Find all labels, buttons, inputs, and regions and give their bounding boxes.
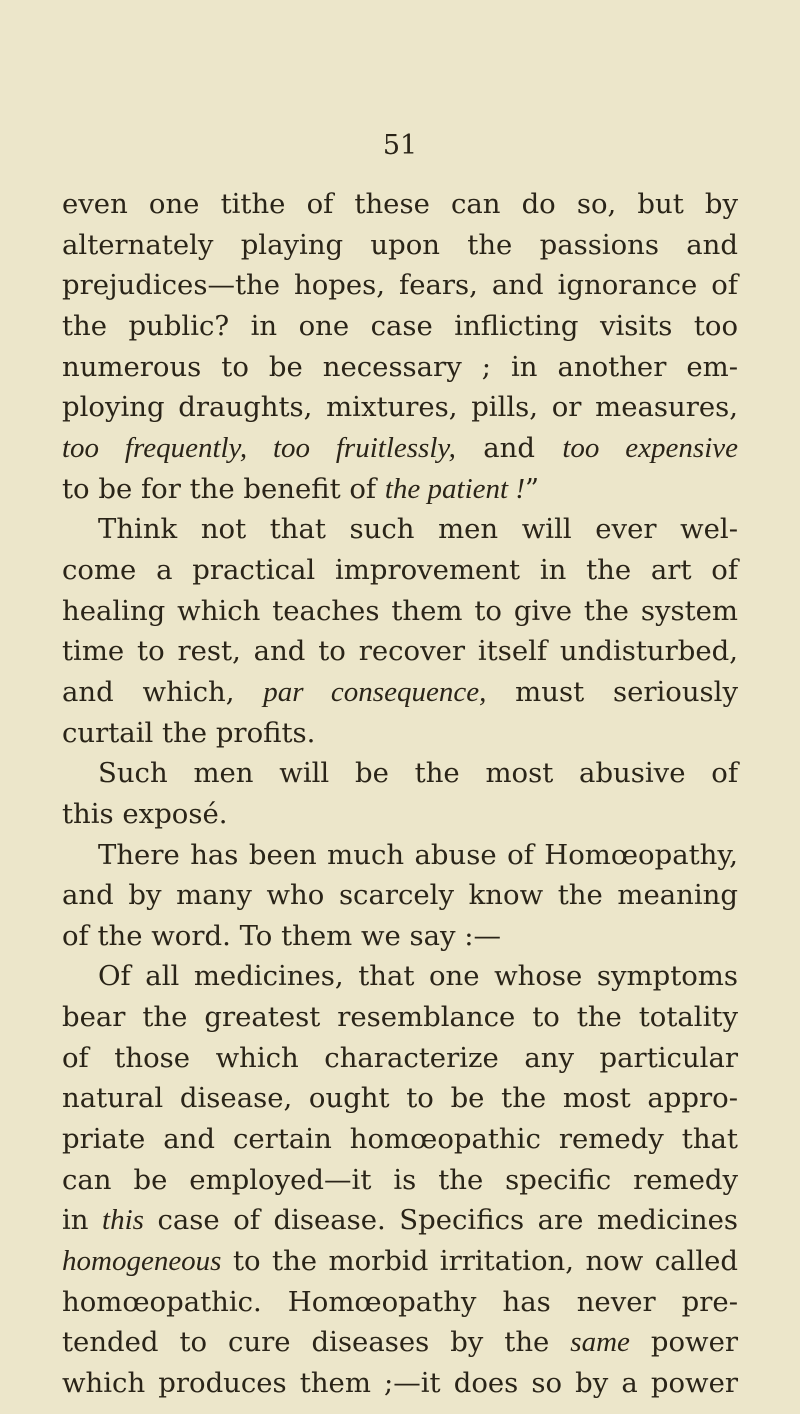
text-segment: can be employed—it is the specific remedy [62,1163,738,1196]
text-segment: and which, [62,675,264,708]
text-line [62,184,738,225]
text-segment: homœopathic. Homœopathy has never pre- [62,1285,738,1318]
text-segment: ” [524,472,540,505]
text-line [62,631,738,672]
italic-text: homogeneous [62,1245,222,1278]
text-segment: to be for the benefit of [62,472,385,505]
text-segment: of the word. To them we say :— [62,919,502,952]
text-line [62,1200,738,1241]
text-segment: Think not that such men will ever wel- [98,513,738,546]
text-line [62,1160,738,1201]
text-line [62,265,738,306]
text-segment: healing which teaches them to give the system [62,594,738,627]
text-line [62,1119,738,1160]
text-line [62,713,738,754]
text-segment: Of all medicines, that one whose symptoms [98,960,738,993]
text-line [62,509,738,550]
text-segment: priate and certain homœopathic remedy that [62,1123,738,1156]
text-line [62,1363,738,1404]
page-number: 51 [382,130,418,161]
text-segment: prejudices—the hopes, fears, and ignorance of [62,269,738,302]
italic-text: this [102,1204,144,1237]
text-segment: alternately playing upon the passions and [62,228,738,261]
text-segment: natural disease, ought to be the most appro- [62,1082,738,1115]
text-segment: in [62,1204,103,1237]
text-segment: case of disease. Specifics are medicines [143,1204,739,1237]
text-segment: tended to cure diseases by the [62,1326,571,1359]
text-segment: Such men will be the most abusive of [98,757,738,790]
text-segment: ploying draughts, mixtures, pills, or measures, [62,391,738,424]
text-segment: time to rest, and to recover itself undisturbed, [62,635,738,668]
text-line [62,1282,738,1323]
text-line [62,672,738,713]
text-segment: power [629,1326,738,1359]
text-segment: to the morbid irritation, now called [221,1245,738,1278]
text-line [62,428,738,469]
text-segment: bear the greatest resemblance to the totality [62,1001,738,1034]
text-line [62,956,738,997]
text-segment: must seriously [486,675,738,708]
text-segment: and by many who scarcely know the meaning [62,879,738,912]
text-line [62,1078,738,1119]
text-segment: of those which characterize any particular [62,1041,738,1074]
italic-text: the patient ! [384,472,525,505]
text-line [62,753,738,794]
text-line [62,794,738,835]
text-segment: come a practical improvement in the art of [62,553,738,586]
text-segment: this exposé. [62,797,228,830]
text-line [62,469,738,510]
text-segment: the public? in one case inflicting visits too [62,309,738,342]
text-line [62,1038,738,1079]
text-line [62,306,738,347]
text-line [62,997,738,1038]
text-line [62,1241,738,1282]
italic-text: same [570,1326,630,1359]
text-segment: which produces them ;—it does so by a power [62,1367,738,1400]
text-segment: and [455,431,563,464]
text-line [62,835,738,876]
italic-text: too frequently, too fruitlessly, [62,431,456,464]
italic-text: par consequence, [263,675,487,708]
text-line [62,591,738,632]
text-segment: even one tithe of these can do so, but by [62,188,738,220]
italic-text: too expensive [562,431,739,464]
text-line [62,225,738,266]
text-segment: numerous to be necessary ; in another em- [62,350,738,383]
text-line [62,916,738,957]
text-segment: There has been much abuse of Homœopathy, [98,838,738,871]
text-segment: curtail the profits. [62,716,316,749]
text-line [62,550,738,591]
text-line [62,875,738,916]
body-text [62,184,738,1404]
text-line [62,1322,738,1363]
text-line [62,387,738,428]
text-line [62,347,738,388]
